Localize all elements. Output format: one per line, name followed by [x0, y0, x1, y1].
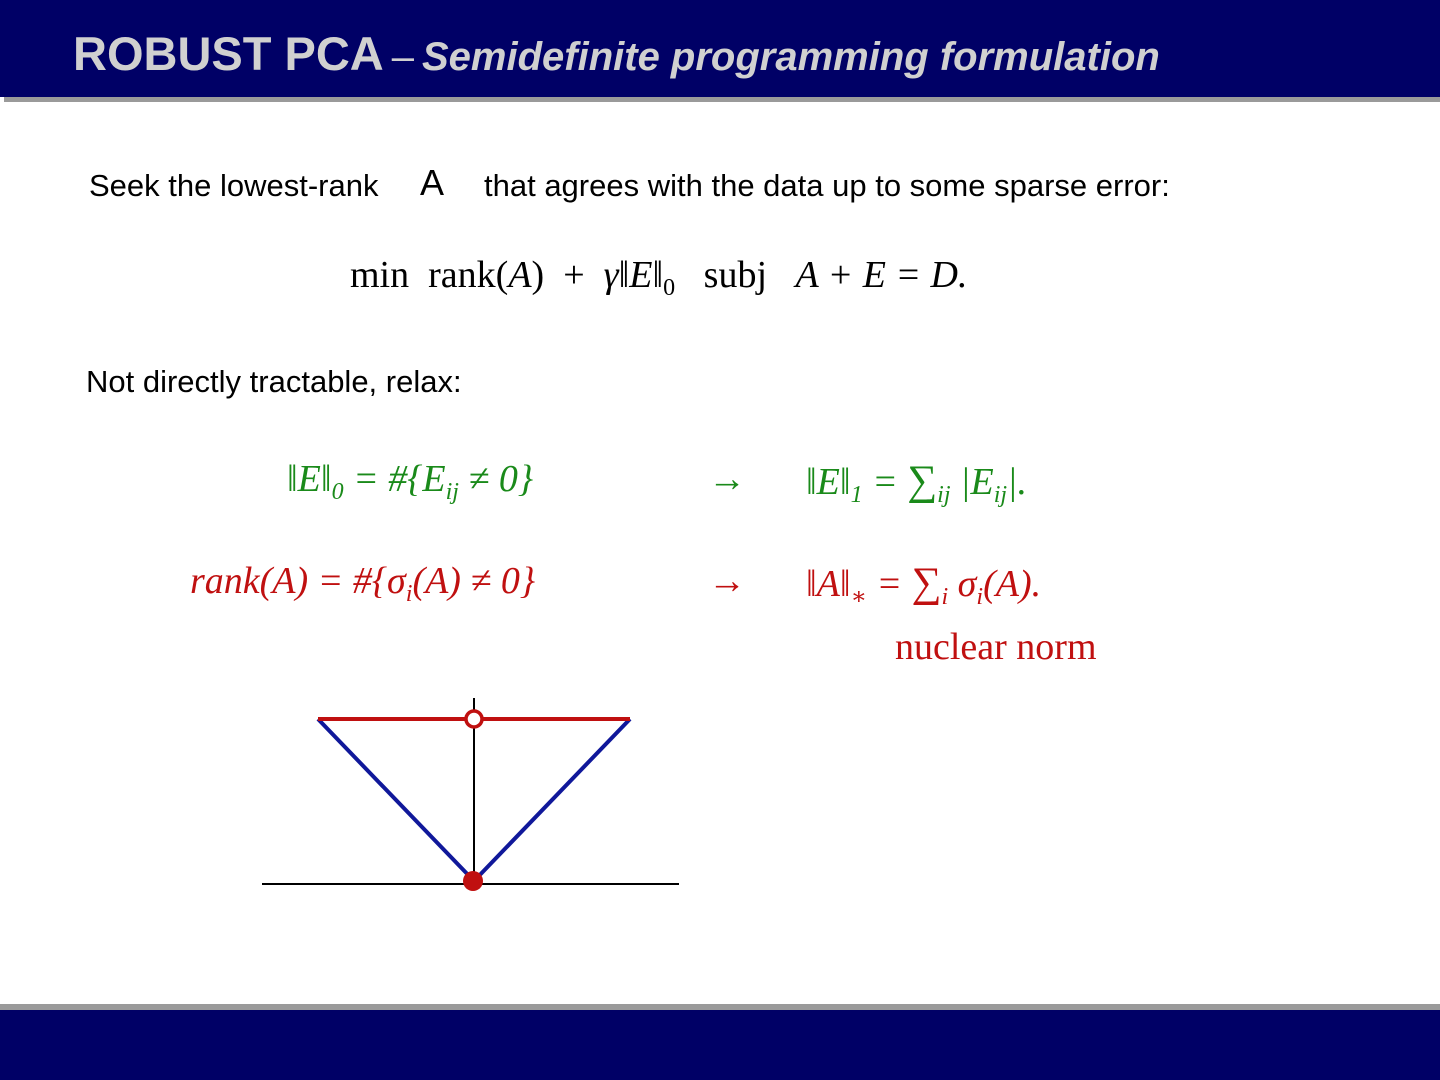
rank-open: rank(: [428, 254, 509, 296]
title-main: ROBUST PCA: [73, 27, 384, 80]
rank-close: ): [531, 254, 545, 296]
norm-close: ‖: [652, 254, 664, 296]
slide-title: [73, 26, 1160, 81]
relaxation-diagram: [250, 690, 690, 900]
header-shadow: [4, 97, 1440, 102]
filled-point: [463, 871, 483, 891]
rank-relaxation: [190, 560, 536, 607]
title-subtitle: Semidefinite programming formulation: [421, 35, 1160, 79]
l0-arrow: →: [708, 458, 746, 500]
var-e: E: [629, 254, 653, 296]
min-operator: min: [350, 254, 410, 296]
objective-formula: [350, 254, 968, 301]
rank-arrow: →: [708, 560, 746, 602]
l1-rhs: $‖E‖_1 = \sum_{ij}$ $|E_{ij}|$.: [806, 458, 1027, 508]
intro-text-before: Seek the lowest-rank: [89, 168, 379, 203]
intro-text-after: that agrees with the data up to some sparse error:: [484, 168, 1170, 203]
var-a: A: [508, 254, 532, 296]
subject-to: subj: [703, 254, 768, 296]
gamma-symbol: γ: [603, 254, 619, 296]
nuclear-norm-label: nuclear norm: [895, 626, 1097, 668]
l0-subscript: 0: [663, 275, 676, 301]
plus-sign: +: [563, 254, 585, 296]
title-dash: –: [391, 35, 414, 79]
l0-relaxation: [287, 458, 534, 505]
nuclear-rhs: $‖A‖_∗ = \sum_i$ $\sigma_i(A)$.: [806, 560, 1042, 610]
norm-open: ‖: [618, 254, 630, 296]
constraint-equation: A + E = D.: [795, 254, 968, 296]
open-point: [466, 711, 482, 727]
l0-lhs: $‖E‖_0$ = $\#\{E_{ij} \ne 0\}$: [287, 458, 534, 505]
intro-variable: A: [420, 162, 445, 203]
rank-lhs: rank(A) = $\#\{\sigma_i(A) \ne 0\}$: [190, 560, 536, 607]
relax-text: Not directly tractable, relax:: [86, 364, 462, 399]
slide-footer: [0, 1010, 1440, 1080]
